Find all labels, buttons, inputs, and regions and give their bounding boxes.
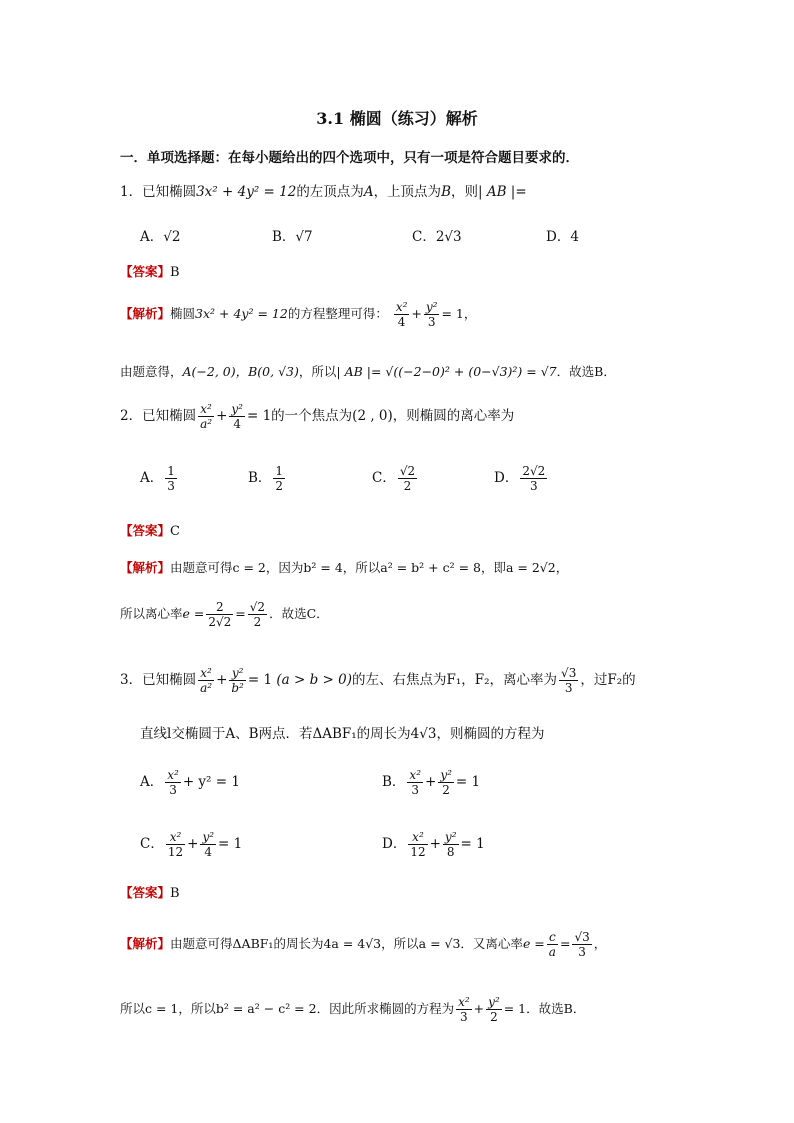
answer-label: 【答案】 (120, 264, 171, 279)
analysis-label: 【解析】 (120, 936, 171, 951)
q3-option-c: C． $\frac{\text{x²}}{12}$ + $\frac{\text{y²}}{4}$ = 1 (140, 830, 243, 859)
q2-stem: 2．已知椭圆 $\frac{\text{x²}}{\text{a²}}$ + $\frac{\text{y²}}{4}$ = 1的一个焦点为(2 , 0)，则椭圆的离心率为 (120, 402, 515, 431)
fraction: $\frac{\text{y²}}{4}$ (231, 402, 243, 431)
q3-stem-line1: 3．已知椭圆 $\frac{\text{x²}}{\text{a²}}$ + $\frac{\text{y²}}{\text{b²}}$ = 1 (a > b > 0)的左、右焦点为F₁，F₂，离心率为 $\frac{√3}{3}$ ，过F₂的 (120, 666, 636, 695)
fraction: $\frac{\text{x²}}{\text{a²}}$ (200, 402, 213, 431)
analysis-label: 【解析】 (120, 560, 171, 575)
q2-option-c: C． $\frac{√2}{2}$ (372, 464, 416, 493)
answer-label: 【答案】 (120, 885, 171, 900)
q3-option-d: D． $\frac{\text{x²}}{12}$ + $\frac{\text{y²}}{8}$ = 1 (382, 830, 485, 859)
q1-option-b: B．√7 (272, 229, 313, 245)
q3-stem-line2: 直线l交椭圆于A、B两点．若ΔABF₁的周长为4√3，则椭圆的方程为 (140, 726, 545, 742)
q2-option-b: B． $\frac{1}{2}$ (248, 464, 284, 493)
q3-option-a: A． $\frac{\text{x²}}{3}$ + y² = 1 (140, 768, 240, 797)
answer-label: 【答案】 (120, 523, 171, 538)
q3-analysis-line1: 【解析】由题意可得ΔABF₁的周长为4a = 4√3，所以a = √3．又离心率e = $\frac{c}{a}$ = $\frac{√3}{3}$ ， (120, 930, 607, 959)
fraction: $\frac{\text{y²}}{3}$ (425, 300, 438, 329)
q1-option-d: D．4 (546, 229, 579, 245)
analysis-label: 【解析】 (120, 306, 171, 321)
page-title: 3.1 椭圆（练习）解析 (316, 109, 478, 128)
q1-stem: 1．已知椭圆3x² + 4y² = 12的左顶点为A，上顶点为B，则| AB |= (120, 184, 527, 200)
q2-option-d: D． $\frac{2√2}{3}$ (494, 464, 546, 493)
q3-answer: 【答案】B (120, 885, 180, 901)
q1-option-a: A．√2 (140, 229, 181, 245)
q2-answer: 【答案】C (120, 523, 180, 539)
q1-option-c: C．2√3 (412, 229, 462, 245)
section-heading: 一．单项选择题：在每小题给出的四个选项中，只有一项是符合题目要求的． (120, 150, 579, 166)
q3-option-b: B． $\frac{\text{x²}}{3}$ + $\frac{\text{y²}}{2}$ = 1 (382, 768, 481, 797)
q1-analysis-line2: 由题意得，A(−2, 0)，B(0, √3)，所以| AB |= √((−2−0)² + (0−√3)²) = √7．故选B． (120, 364, 616, 379)
fraction: $\frac{\text{x²}}{4}$ (395, 300, 408, 329)
q1-answer: 【答案】B (120, 264, 180, 280)
q3-analysis-line2: 所以c = 1，所以b² = a² − c² = 2．因此所求椭圆的方程为 $\frac{\text{x²}}{3}$ + $\frac{\text{y²}}{2}$ = 1．故选B． (120, 995, 586, 1024)
q1-analysis-line1: 【解析】椭圆3x² + 4y² = 12的方程整理可得： $\frac{\text{x²}}{4}$ + $\frac{\text{y²}}{3}$ = 1， (120, 300, 477, 329)
q2-analysis-line2: 所以离心率e = $\frac{2}{2√2}$ = $\frac{√2}{2}$ ．故选C． (120, 600, 329, 629)
q2-analysis-line1: 【解析】由题意可得c = 2，因为b² = 4，所以a² = b² + c² = 8，即a = 2√2， (120, 560, 569, 575)
q2-option-a: A． $\frac{1}{3}$ (140, 464, 175, 493)
